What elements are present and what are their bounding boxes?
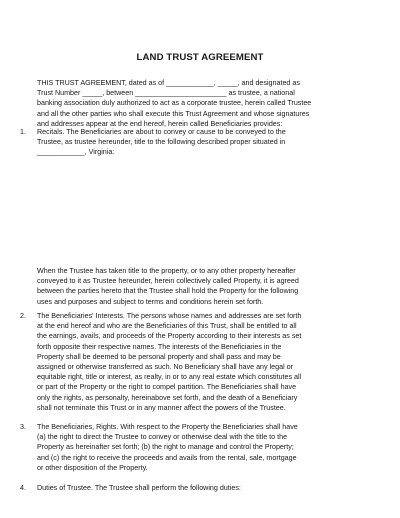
section-recitals-continuation: [37, 266, 367, 307]
text-line: at the end hereof and who are the Beneficiaries of this Trust, shall be entitled to all: [37, 322, 297, 331]
text-line: Trust Number _____, between _______________________ as trustee, a national: [37, 89, 295, 98]
text-line: banking association duly authorized to act as a corporate trustee, herein called Trustee: [37, 99, 312, 108]
text-line: only the rights, as personalty, hereinabove set forth, and the death of a Beneficiary: [37, 393, 298, 402]
text-line: (a) the right to direct the Trustee to convey or otherwise deal with the title to the: [37, 433, 288, 442]
text-line: between the parties hereto that the Trustee shall hold the Property for the following: [37, 287, 299, 296]
text-line: uses and purposes and subject to terms and conditions herein set forth.: [37, 297, 264, 306]
text-line: THIS TRUST AGREEMENT, dated as of ____________, _____, and designated as: [37, 79, 300, 87]
text-line: Property shall be deemed to be personal property and shall pass and may be: [37, 352, 281, 361]
text-line: or part of the Property or the right to compel partition. The Beneficiaries shall have: [37, 383, 297, 392]
intro-paragraph: [37, 78, 367, 129]
text-line: ____________, Virginia:: [37, 148, 115, 157]
section-beneficiaries-rights: [37, 422, 367, 473]
text-line: Duties of Trustee. The Trustee shall perform the following duties:: [37, 484, 241, 492]
text-line: When the Trustee has taken title to the property, or to any other property hereafter: [37, 267, 296, 275]
text-line: and addresses appear at the end hereof, herein called Beneficiaries provides:: [37, 119, 283, 128]
text-line: or other disposition of the Property.: [37, 463, 148, 472]
section-number: 4.: [20, 484, 26, 492]
section-recitals: [37, 127, 367, 158]
text-line: conveyed to it as Trustee hereunder, herein collectively called Property, it is agreed: [37, 277, 299, 286]
text-line: The Beneficiaries, Rights. With respect to the Property the Beneficiaries shall have: [37, 423, 298, 431]
document-title: LAND TRUST AGREEMENT: [136, 52, 264, 63]
section-number: 2.: [20, 312, 26, 320]
section-duties-of-trustee: [37, 483, 367, 493]
text-line: Trustee, as trustee hereunder, title to the following described proper situated in: [37, 138, 286, 147]
text-line: Property as hereinafter set forth; (b) the right to manage and control the Property;: [37, 443, 294, 452]
section-number: 3.: [20, 423, 26, 431]
text-line: equitable right, title or interest, as realty, in or to any real estate which constitutes all: [37, 373, 302, 382]
text-line: shall not terminate this Trust or in any manner affect the powers of the Trustee.: [37, 403, 286, 412]
section-beneficiaries-interests: [37, 311, 367, 413]
section-number: 1.: [20, 128, 26, 136]
text-line: The Beneficiaries' Interests. The persons whose names and addresses are set forth: [37, 312, 302, 320]
text-line: forth opposite their respective names. The interests of the Beneficiaries in the: [37, 342, 282, 351]
text-line: and all the other parties who shall execute this Trust Agreement and whose signatures: [37, 109, 310, 118]
text-line: and (c) the right to receive the proceeds and avails from the rental, sale, mortgage: [37, 453, 297, 462]
text-line: the earnings, avails, and proceeds of the Property according to their interests as set: [37, 332, 302, 341]
text-line: assigned or otherwise transferred as such. No Beneficiary shall have any legal or: [37, 363, 294, 372]
text-line: Recitals. The Beneficiaries are about to convey or cause to be conveyed to the: [37, 128, 286, 136]
